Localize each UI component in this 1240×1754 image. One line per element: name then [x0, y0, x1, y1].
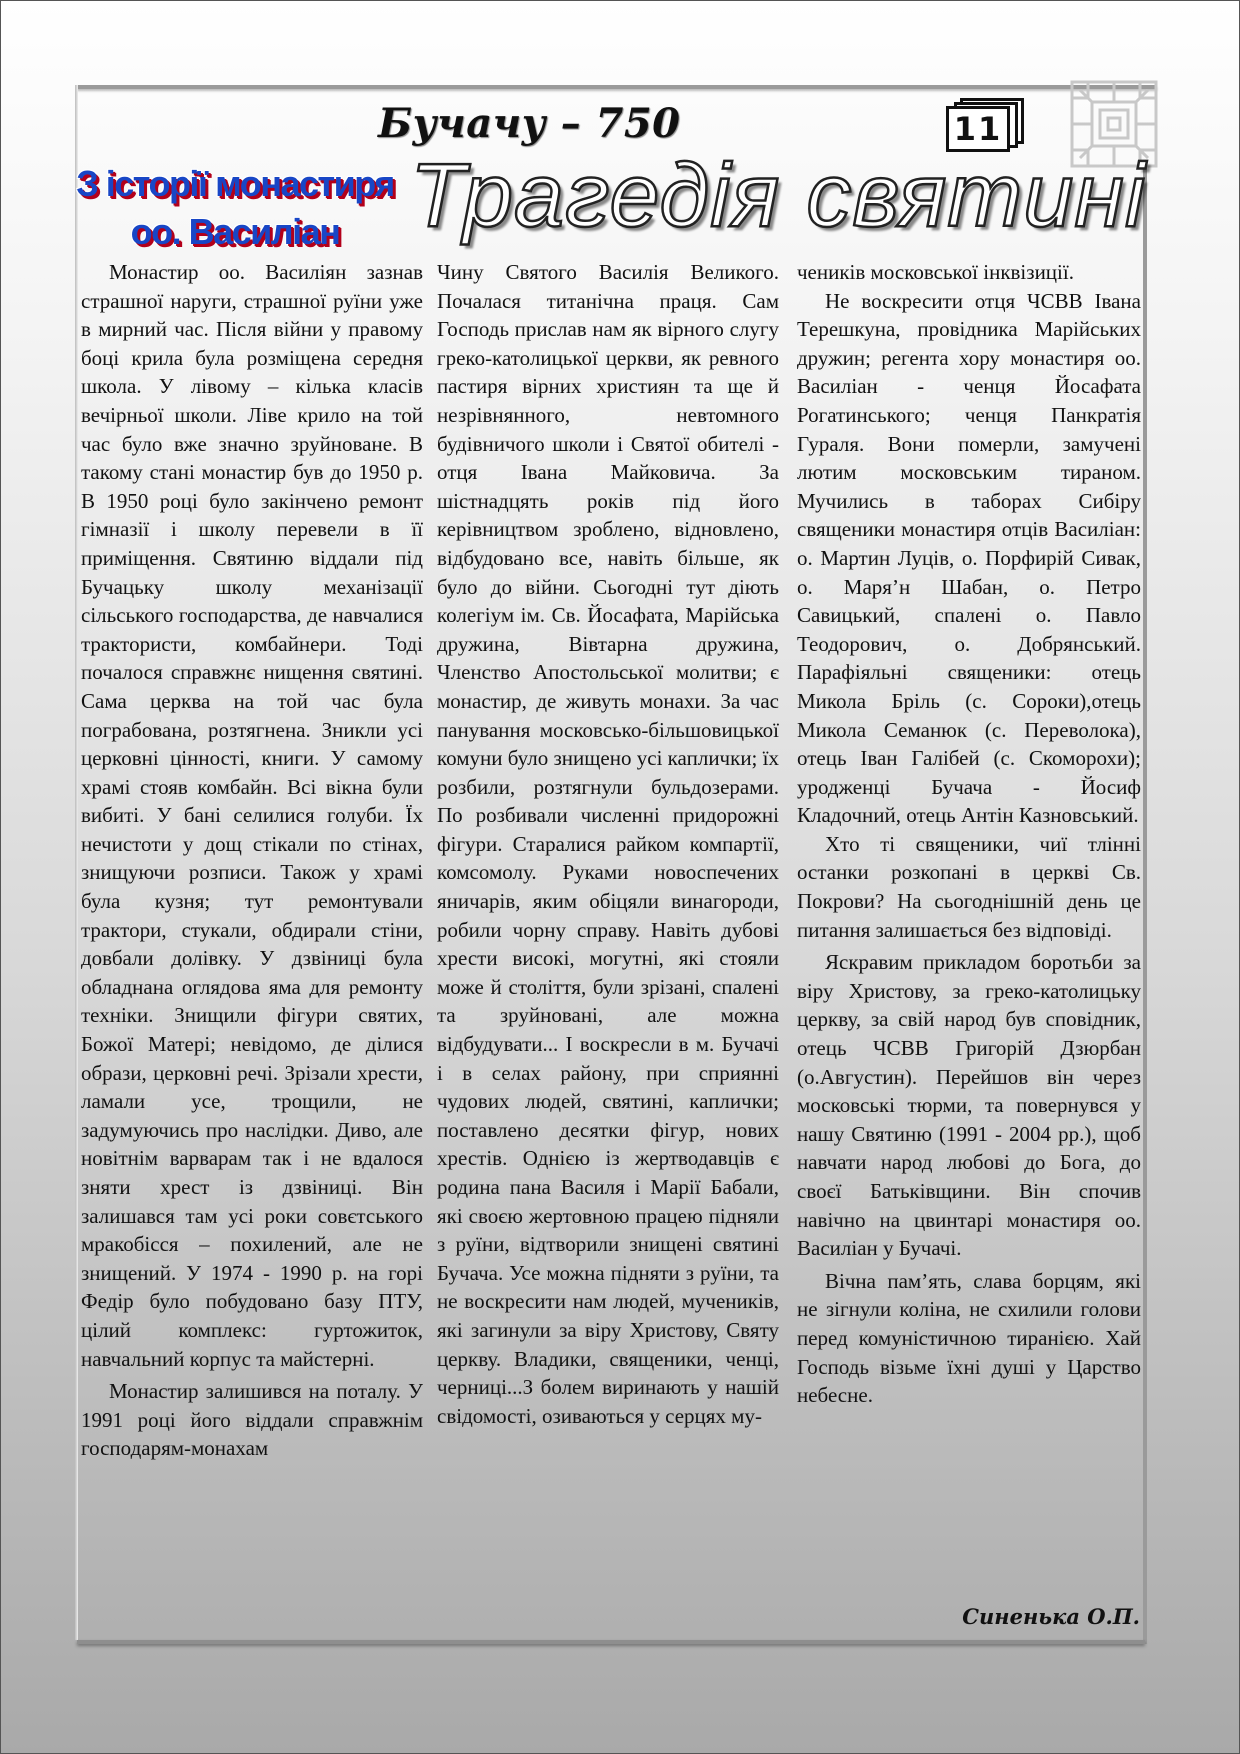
paragraph: Монастир залишився на поталу. У 1991 році його віддали справжнім господарям-монахам [81, 1379, 423, 1461]
paragraph: Яскравим прикладом боротьби за віру Христову, за греко-католицьку церкву, за свій народ був сповідник, отець ЧСВВ Григорій Дзюрбан (о.Августин). Перейшов він через московські тюрми, та повернувся у нашу Святиню (1991 - 2004 рр.), щоб навчати народ любові до Бога, до своєї Батьківщини. Він спочив навічно на цвинтарі монастиря оо. Василіан у Бучачі. [797, 950, 1141, 1261]
paragraph: Монастир оо. Василіян зазнав страшної наруги, страшної руїни уже в мирний час. Після війни у правому боці крила була розміщена середня школа. У лівому – кілька класів вечірньої школи. Ліве крило на той час було вже значно зруйноване. В такому стані монастир був до 1950 р. В 1950 році було закінчено ремонт гімназії і школу перевели в її приміщення. Святиню віддали під Бучацьку школу механізації сільського господарства, де навчалися трактористи, комбайнери. Тоді почалося справжнє нищення святині. Сама церква на той час була пограбована, розтягнена. Зникли усі церковні цінності, книги. У самому храмі стояв комбайн. Всі вікна були вибиті. У бані селилися голуби. Їх нечистоти у дощ стікали по стінах, знищуючи розписи. Також у храмі була кузня; тут ремонтували трактори, стукали, обдирали стіни, довбали долівку. У дзвіниці була обладнана оглядова яма для ремонту техніки. Знищили фігури святих, Божої Матері; невідомо, де ділися образи, церковні речі. Зрізали хрести, ламали усе, трощили, не задумуючись про наслідки. Диво, але новітнім варварам так і не вдалося зняти хрест із дзвіниці. Він залишався там усі роки совєтського мракобісся – похилений, але не знищений. У 1974 - 1990 р. на горі Федір було побудовано базу ПТУ, цілий комплекс: гуртожиток, навчальний корпус та майстерні. [81, 260, 423, 1371]
article-column-1 [81, 258, 423, 1463]
rubric-line-1: З історії монастиря [76, 163, 394, 204]
article-column-2 [437, 258, 779, 1430]
page-number-badge [946, 98, 1026, 148]
article-headline: Трагедія святині [410, 146, 1146, 246]
author-signature: Синенька О.П. [962, 1604, 1140, 1629]
section-title: Бучачу – 750 [378, 100, 681, 147]
paragraph: чеників московської інквізиції. [797, 260, 1074, 284]
paragraph: Хто ті священики, чиї тлінні останки розкопані в церкві Св. Покрови? На сьогоднішній день це питання залишається без відповіді. [797, 831, 1141, 942]
frame-top-rule [77, 85, 1157, 89]
page-number: 11 [946, 106, 1010, 152]
article-column-3 [797, 258, 1141, 1410]
article-body [0, 258, 1240, 1618]
paragraph: Чину Святого Василія Великого. Почалася титанічна праця. Сам Господь прислав нам як вірного слугу греко-католицької церкви, як ревного пастиря вірних християн та ще й незрівнянного, невтомного будівничого школи і Святої обителі - отця Івана Майковича. За шістнадцять років під його керівництвом зроблено, відновлено, відбудовано все, навіть більше, як було до війни. Сьогодні тут діють колегіум ім. Св. Йосафата, Марійська дружина, Вівтарна дружина, Членство Апостольської молитви; є монастир, де живуть монахи. За час панування московсько-більшовицької комуни було знищено усі каплички; їх розбили, розтягнули бульдозерами. По розбивали численні придорожні фігури. Старалися райком компартії, комсомолу. Руками новоспечених яничарів, яким обіцяли винагороди, робили чорну справу. Навіть дубові хрести високі, могутні, які стояли може й століття, були зрізані, спалені та зруйновані, але можна відбудувати... І воскресли в м. Бучачі і в селах району, при сприянні чудових людей, святині, каплички; поставлено десятки фігур, нових хрестів. Однією із жертводавців є родина пана Василя і Марії Бабали, які своєю жертовною працею підняли з руїни, відтворили знищені святині Бучача. Усе можна підняти з руїни, та не воскресити нам людей, мучеників, які загинули за віру Христову, Святу церкву. Владики, священики, ченці, черниці...З болем виринають у нашій свідомості, озиваються у серцях му- [437, 260, 779, 1428]
paragraph: Не воскресити отця ЧСВВ Івана Терешкуна, провідника Марійських дружин; регента хору монастиря оо. Василіан - ченця Йосафата Рогатинського; ченця Панкратія Гураля. Вони померли, замучені лютим московським тираном. Мучились в таборах Сибіру священики монастиря отців Василіан: о. Мартин Луців, о. Порфирій Сивак, о. Маря’н Шабан, о. Петро Савицький, спалені о. Павло Теодорович, о. Добрянський. Парафіяльні священики: отець Микола Бріль (с. Сороки),отець Микола Семанюк (с. Переволока), отець Іван Галібей (с. Скоморохи); уродженці Бучача - Йосиф Кладочний, отець Антін Казновський. [797, 288, 1141, 828]
rubric-line-2: оо. Василіан [130, 211, 340, 252]
rubric-kicker [60, 160, 410, 256]
paragraph: Вічна пам’ять, слава борцям, які не зігнули коліна, не схилили голови перед комуністичною тиранією. Хай Господь візьме їхні душі у Царство небесне. [797, 1268, 1141, 1408]
frame-bottom-rule [77, 1640, 1145, 1644]
